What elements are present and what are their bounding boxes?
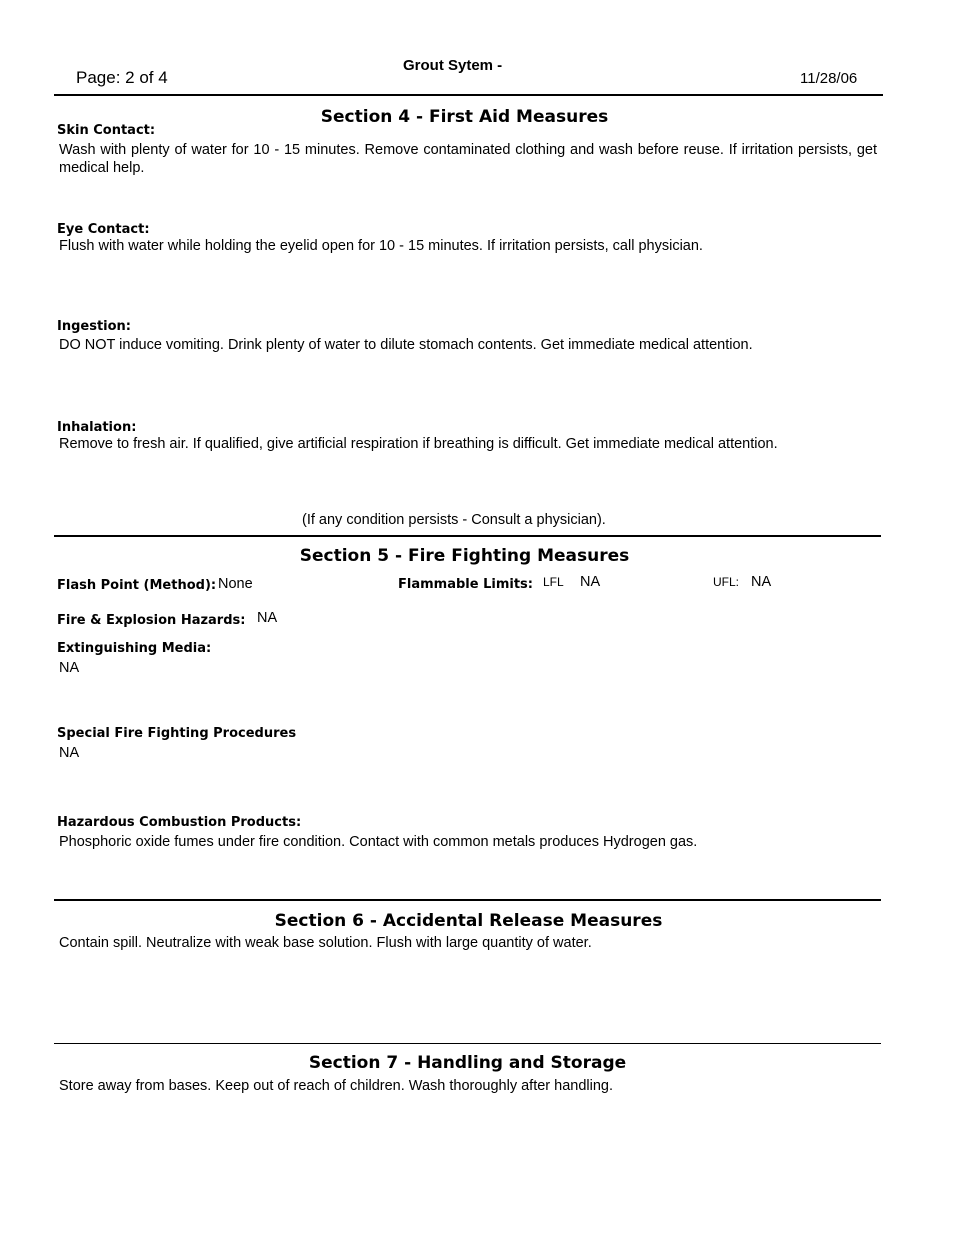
section-divider [54,899,881,901]
extinguishing-media-label: Extinguishing Media: [57,641,212,656]
special-procedures-label: Special Fire Fighting Procedures [57,726,297,741]
combustion-products-value: Phosphoric oxide fumes under fire condition. Contact with common metals produces Hydrogen gas. [59,834,698,850]
section-5-title: Section 5 - Fire Fighting Measures [299,546,630,566]
fire-explosion-label: Fire & Explosion Hazards: [57,613,246,628]
extinguishing-media-value: NA [59,660,80,676]
skin-contact-label: Skin Contact: [57,123,156,138]
fire-explosion-value: NA [257,610,278,626]
section-divider [54,1043,881,1044]
combustion-products-label: Hazardous Combustion Products: [57,815,302,830]
section-divider [54,535,881,537]
section-4-title: Section 4 - First Aid Measures [320,107,609,127]
ufl-label: UFL: [713,575,740,589]
header-rule [54,94,883,96]
lfl-label: LFL [543,575,564,589]
flash-point-value: None [218,576,253,592]
section-6-title: Section 6 - Accidental Release Measures [274,911,663,931]
ingestion-text: DO NOT induce vomiting. Drink plenty of water to dilute stomach contents. Get immediate medical attention. [59,337,753,353]
document-date: 11/28/06 [800,70,858,87]
document-title: Grout Sytem - [403,57,503,74]
special-procedures-value: NA [59,745,80,761]
page-number: Page: 2 of 4 [76,68,168,87]
consult-note: (If any condition persists - Consult a physician). [302,512,606,528]
inhalation-text: Remove to fresh air. If qualified, give artificial respiration if breathing is difficult. Get immediate medical attention. [59,436,778,452]
inhalation-label: Inhalation: [57,420,137,435]
eye-contact-label: Eye Contact: [57,222,150,237]
ingestion-label: Ingestion: [57,319,132,334]
skin-contact-text: Wash with plenty of water for 10 - 15 minutes. Remove contaminated clothing and wash before reuse. If irritation persists, get medical help. [59,142,877,176]
ufl-value: NA [751,574,772,590]
flammable-limits-label: Flammable Limits: [398,577,533,592]
flash-point-label: Flash Point (Method): [57,578,217,593]
lfl-value: NA [580,574,601,590]
section-6-text: Contain spill. Neutralize with weak base solution. Flush with large quantity of water. [59,935,592,951]
section-7-title: Section 7 - Handling and Storage [308,1053,627,1073]
eye-contact-text: Flush with water while holding the eyelid open for 10 - 15 minutes. If irritation persists, call physician. [59,238,703,254]
section-7-text: Store away from bases. Keep out of reach of children. Wash thoroughly after handling. [59,1078,613,1094]
